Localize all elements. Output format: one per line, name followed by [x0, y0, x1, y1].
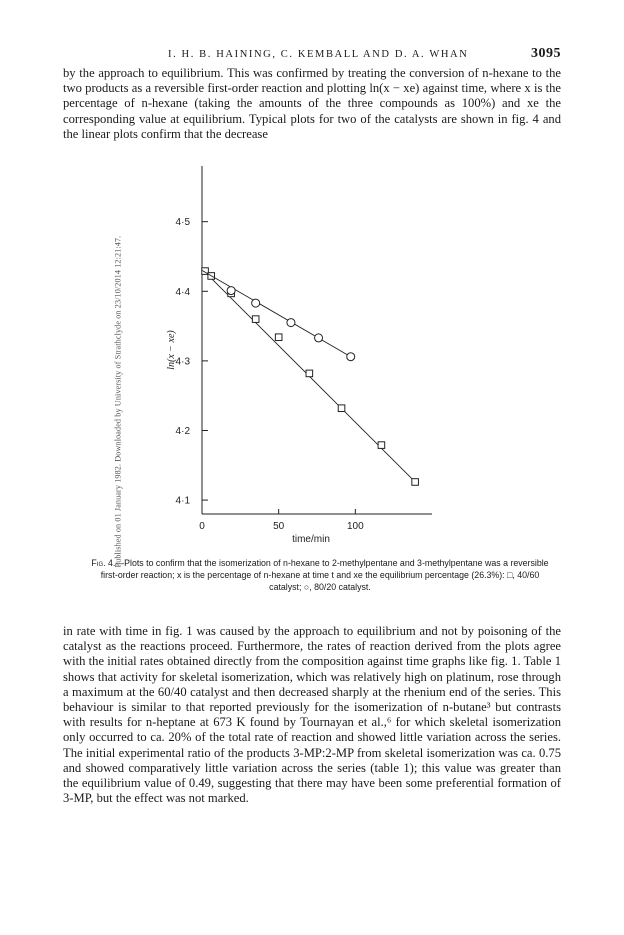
paragraph-bottom [63, 624, 561, 806]
data-point-square [252, 316, 259, 323]
data-point-square [306, 370, 313, 377]
data-point-circle [287, 319, 295, 327]
x-tick-label: 50 [273, 521, 285, 532]
y-axis-label: ln(x − xe) [166, 330, 177, 370]
data-point-square [412, 479, 419, 486]
y-tick-label: 4·2 [175, 425, 190, 437]
y-tick-label: 4·3 [175, 356, 190, 368]
figure-4 [150, 158, 440, 550]
x-tick-label: 100 [346, 521, 364, 532]
figure-caption [85, 558, 555, 593]
page-number: 3095 [531, 46, 561, 61]
data-point-square [338, 405, 345, 412]
y-tick-label: 4·5 [175, 217, 190, 229]
data-point-square [275, 334, 282, 341]
x-axis-label: time/min [292, 534, 330, 545]
data-point-square [378, 442, 385, 449]
data-point-circle [252, 299, 260, 307]
publication-note: Published on 01 January 1982. Downloaded by University of Strathclyde on 23/10/2014 12:21:47. [113, 235, 123, 568]
caption-label: Fig. 4. [91, 558, 116, 568]
data-point-circle [227, 287, 235, 295]
paragraph-1-text: by the approach to equilibrium. This was confirmed by treating the conversion of n-hexane to the two products as a reversible first-order reaction and plotting ln(x − xe) against time, where x is the percentage of n-hexane (taking the amounts of the three compounds as 100%) and xe the corresponding value at equilibrium. Typical plots for two of the catalysts are shown in fig. 4 and the linear plots confirm that the decrease [63, 66, 561, 141]
y-tick-label: 4·1 [175, 495, 190, 507]
y-tick-label: 4·4 [175, 286, 190, 298]
paragraph-top [63, 66, 561, 142]
paragraph-2-text: in rate with time in fig. 1 was caused by the approach to equilibrium and not by poisoning of the catalyst as the reactions proceed. Furthermore, the rates of reaction derived from the plots agree with the initial rates obtained directly from the composition against time graphs like fig. 1. Table 1 shows that activity for skeletal isomerization, which was relatively high on platinum, rose through a maximum at the 60/40 catalyst and then decreased sharply at the rhenium end of the series. This behaviour is similar to that reported previously for the isomerization of n-butane³ but contrasts with results for n-heptane at 673 K found by Tournayan et al.,⁶ for which skeletal isomerization only occurred to ca. 20% of the total rate of reaction and showed little variation across the series. The initial experimental ratio of the products 3-MP:2-MP from skeletal isomerization was ca. 0.75 and showed comparatively little variation across the series (table 1); this value was greater than the equilibrium value of 0.49, suggesting that there may have been some preferential formation of 3-MP, but the effect was not marked. [63, 624, 561, 806]
data-point-circle [347, 353, 355, 361]
chart-svg [150, 158, 440, 550]
x-tick-label: 0 [199, 521, 205, 532]
running-head: I. H. B. HAINING, C. KEMBALL AND D. A. WHAN [168, 49, 469, 60]
caption-text: —Plots to confirm that the isomerization of n-hexane to 2-methylpentane and 3-methylpentane was a reversible first-order reaction; x is the percentage of n-hexane at time t and xe the equilibrium percentage (26.3%): □, 40/60 catalyst; ○, 80/20 catalyst. [100, 558, 549, 592]
data-point-circle [315, 334, 323, 342]
